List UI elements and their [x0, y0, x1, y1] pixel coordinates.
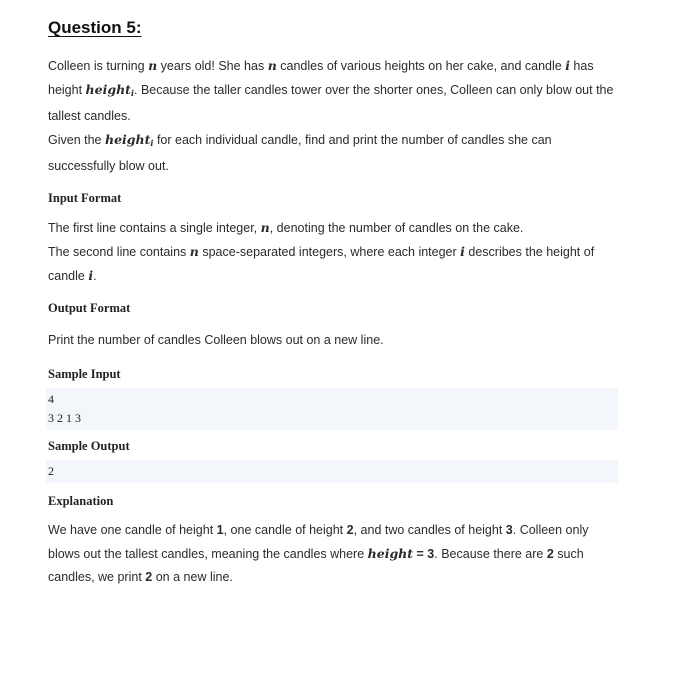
text-segment: years old! She has	[160, 59, 265, 73]
math-n: n	[260, 220, 270, 235]
text-segment: Given the	[48, 133, 102, 147]
value-bold: 3	[505, 523, 513, 537]
problem-statement	[48, 54, 618, 128]
math-equation: height = 3	[367, 546, 435, 561]
math-n: n	[267, 58, 277, 73]
math-height-i: height$_i$	[85, 82, 134, 98]
text-segment: candles of various heights on her cake, and candle	[280, 59, 562, 73]
input-format-line-1: The first line contains a single integer, n, denoting the number of candles on the cake.	[48, 220, 524, 235]
text-segment: Colleen is turning	[48, 59, 145, 73]
question-title: Question 5:	[48, 18, 142, 37]
output-format-heading: Output Format	[48, 301, 131, 315]
value-bold: 2	[546, 547, 554, 561]
text-segment: for each individual candle, find and print the number of candles she can successfully blow out.	[48, 133, 552, 173]
sample-output-block	[46, 460, 618, 483]
value-bold: 1	[216, 523, 224, 537]
math-i: i	[460, 244, 465, 259]
sample-input-heading: Sample Input	[48, 367, 121, 381]
math-i: i	[88, 268, 94, 283]
math-n: n	[189, 244, 199, 259]
value-bold: 2	[346, 523, 354, 537]
math-i: i	[565, 58, 570, 73]
sample-input-line: 3 2 1 3	[48, 411, 81, 425]
sample-input-line: 4	[48, 392, 54, 406]
sample-output-line: 2	[48, 464, 54, 478]
math-n: n	[148, 58, 158, 73]
sample-output-heading: Sample Output	[48, 439, 130, 453]
sample-input-block	[46, 388, 618, 430]
math-height-i: height$_i$	[105, 132, 154, 148]
input-format-heading: Input Format	[48, 191, 122, 205]
input-format-line-2: The second line contains n space-separated integers, where each integer i describes the height of candle i.	[48, 244, 595, 283]
problem-task	[48, 128, 618, 178]
explanation-text: We have one candle of height 1, one candle of height 2, and two candles of height 3. Colleen only blows out the tallest candles, meaning the candles where height = 3. Because there are 2 such candles, we print 2 on a new line.	[48, 523, 589, 584]
value-bold: 2	[145, 570, 153, 584]
text-segment: . Because the taller candles tower over the shorter ones, Colleen can only blow out the tallest candles.	[48, 83, 614, 123]
text-segment: height	[48, 83, 83, 97]
text-segment: has	[573, 59, 594, 73]
output-format-text: Print the number of candles Colleen blows out on a new line.	[48, 333, 384, 347]
explanation-heading: Explanation	[48, 494, 114, 508]
problem-page	[48, 14, 618, 589]
